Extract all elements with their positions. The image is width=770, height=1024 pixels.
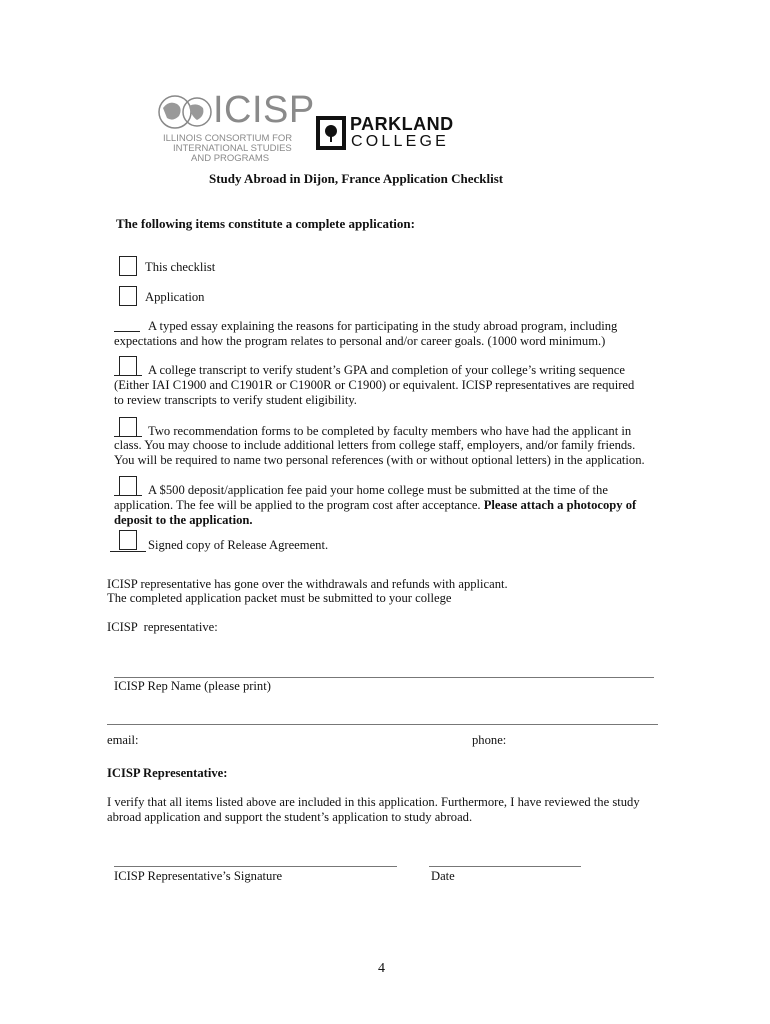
item-deposit-emphasis: Please attach a photocopy of (483, 498, 637, 512)
checkbox-deposit[interactable] (119, 476, 137, 496)
transcript-blank (114, 375, 142, 376)
icisp-logo (157, 89, 315, 164)
globe-icon (157, 94, 219, 130)
phone-label: phone: (472, 733, 507, 747)
contact-line[interactable] (107, 724, 658, 725)
icisp-sub-1: ILLINOIS CONSORTIUM FOR (163, 133, 293, 144)
item-checklist-label: This checklist (145, 260, 216, 274)
verify-line-1: I verify that all items listed above are included in this application. Furthermore, I have reviewed the study (107, 795, 640, 809)
tree-icon (316, 116, 346, 150)
item-recommendation-line-1: Two recommendation forms to be completed by faculty members who have had the applicant in (148, 424, 632, 438)
item-recommendation-line-3: You will be required to name two personal references (with or without optional letters) in the application. (114, 453, 645, 467)
item-deposit-line-3: deposit to the application. (114, 513, 253, 527)
item-essay-line-1: A typed essay explaining the reasons for participating in the study abroad program, including (148, 319, 618, 333)
page-number: 4 (378, 961, 385, 976)
deposit-blank (114, 495, 142, 496)
date-line[interactable] (429, 866, 581, 867)
rep-label: ICISP representative: (107, 620, 218, 634)
checkbox-application[interactable] (119, 286, 137, 306)
checkbox-transcript[interactable] (119, 356, 137, 376)
icisp-name: ICISP (213, 89, 315, 131)
item-transcript-line-3: to review transcripts to verify student eligibility. (114, 393, 357, 407)
verify-line-2: abroad application and support the student’s application to study abroad. (107, 810, 473, 824)
icisp-sub-2: INTERNATIONAL STUDIES (173, 143, 292, 154)
checkbox-checklist[interactable] (119, 256, 137, 276)
item-deposit-line-2 (114, 497, 636, 513)
item-deposit-line-1: A $500 deposit/application fee paid your home college must be submitted at the time of the (148, 483, 608, 497)
item-essay-line-2: expectations and how the program relates to personal and/or career goals. (1000 word minimum.) (114, 334, 606, 348)
item-release-label: Signed copy of Release Agreement. (148, 538, 329, 552)
parkland-bottom: COLLEGE (351, 133, 449, 150)
rep-heading: ICISP Representative: (107, 766, 228, 780)
item-application-label: Application (145, 290, 205, 304)
signature-label: ICISP Representative’s Signature (114, 869, 283, 883)
rep-name-label: ICISP Rep Name (please print) (114, 679, 271, 693)
checkbox-recommendation[interactable] (119, 417, 137, 437)
withdrawals-line-1: ICISP representative has gone over the withdrawals and refunds with applicant. (107, 577, 508, 591)
item-transcript-line-1: A college transcript to verify student’s GPA and completion of your college’s writing sequence (148, 363, 625, 377)
date-label: Date (431, 869, 455, 883)
essay-blank[interactable] (114, 331, 140, 332)
icisp-sub-3: AND PROGRAMS (191, 153, 270, 164)
item-deposit-line-2-text: application. The fee will be applied to the program cost after acceptance. (114, 498, 481, 512)
parkland-top: PARKLAND (350, 114, 454, 134)
intro-text: The following items constitute a complete application: (116, 216, 415, 231)
checkbox-release[interactable] (119, 530, 137, 550)
release-blank (110, 551, 146, 552)
item-recommendation-line-2: class. You may choose to include additional letters from college staff, employers, and/or family friends. (114, 438, 636, 452)
item-transcript-line-2: (Either IAI C1900 and C1901R or C1900R or C1900) or equivalent. ICISP representatives are required (114, 378, 635, 392)
parkland-logo (316, 114, 476, 154)
withdrawals-line-2: The completed application packet must be submitted to your college (107, 591, 452, 605)
page-title: Study Abroad in Dijon, France Application Checklist (209, 171, 504, 186)
signature-line[interactable] (114, 866, 397, 867)
email-label: email: (107, 733, 139, 747)
